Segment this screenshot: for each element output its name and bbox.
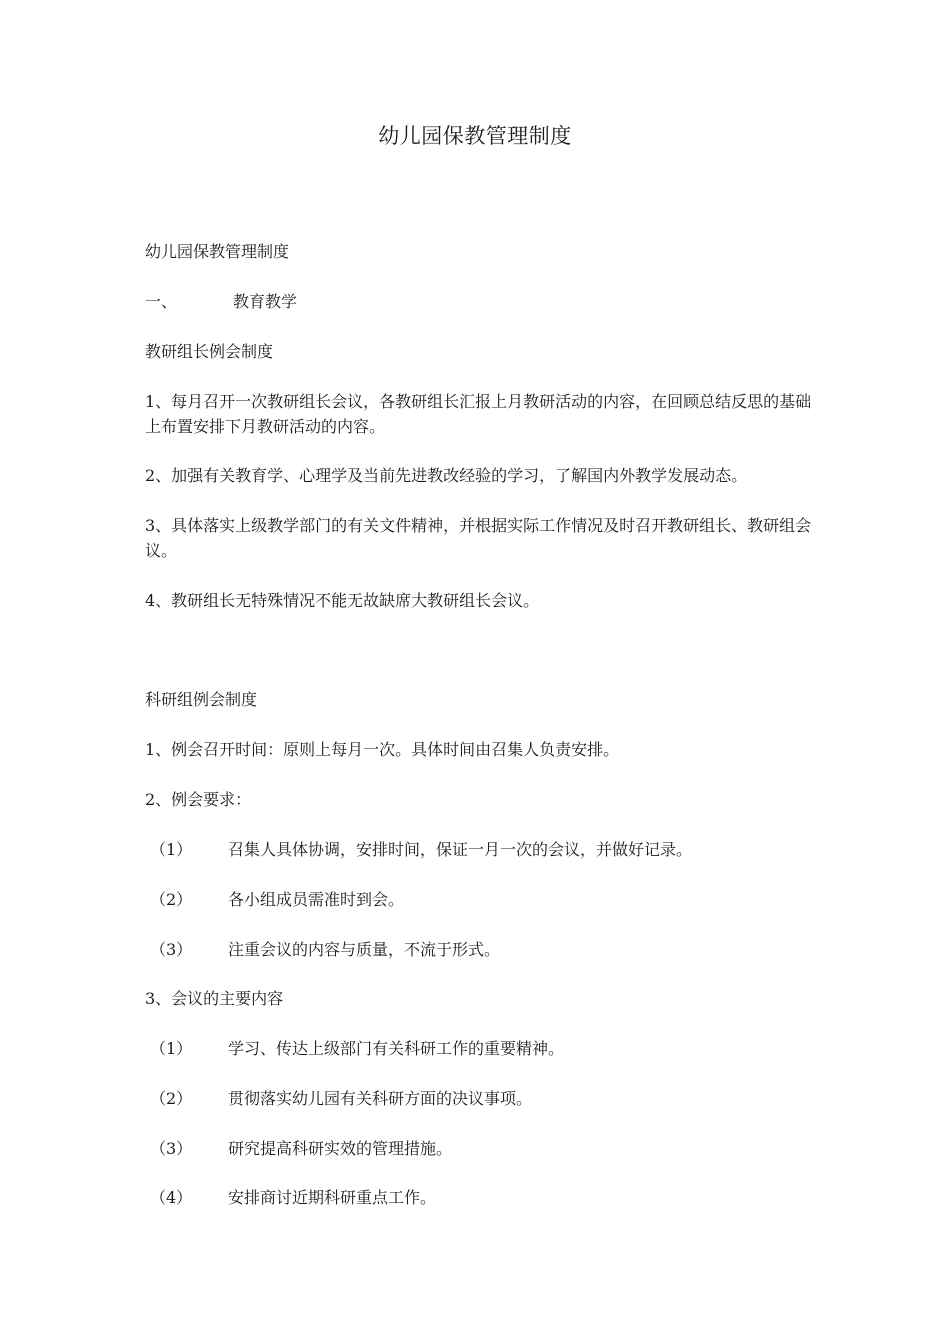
science-research-item-2-label: 2、例会要求： [145, 790, 252, 809]
list-item [145, 887, 815, 912]
list-item-text: 各小组成员需准时到会。 [228, 890, 405, 909]
list-item-text: 贯彻落实幼儿园有关科研方面的决议事项。 [228, 1089, 533, 1108]
teaching-research-item-4: 4、教研组长无特殊情况不能无故缺席大教研组长会议。 [145, 591, 540, 610]
teaching-research-item-3: 3、具体落实上级教学部门的有关文件精神，并根据实际工作情况及时召开教研组长、教研组会议。 [145, 516, 812, 560]
list-item [145, 937, 815, 962]
section-heading-education [145, 289, 815, 314]
list-item-number: （1） [150, 1039, 193, 1058]
list-item-number: （2） [150, 890, 193, 909]
list-item-number: （3） [150, 1139, 193, 1158]
list-item [145, 1086, 815, 1111]
list-item-number: （1） [150, 840, 193, 859]
science-research-heading: 科研组例会制度 [145, 690, 258, 709]
list-item-text: 学习、传达上级部门有关科研工作的重要精神。 [228, 1039, 565, 1058]
list-item [145, 837, 815, 862]
teaching-research-item-2: 2、加强有关教育学、心理学及当前先进教改经验的学习，了解国内外教学发展动态。 [145, 466, 748, 485]
list-item-text: 研究提高科研实效的管理措施。 [228, 1139, 453, 1158]
document-title: 幼儿园保教管理制度 [378, 124, 572, 148]
list-item-number: （2） [150, 1089, 193, 1108]
list-item-text: 注重会议的内容与质量，不流于形式。 [228, 940, 501, 959]
list-item-text: 召集人具体协调，安排时间，保证一月一次的会议，并做好记录。 [228, 840, 693, 859]
science-research-item-1: 1、例会召开时间：原则上每月一次。具体时间由召集人负责安排。 [145, 740, 620, 759]
list-item [145, 1185, 815, 1210]
section-number: 一、 [145, 292, 178, 311]
list-item-number: （4） [150, 1188, 193, 1207]
list-item [145, 1036, 815, 1061]
document-subtitle: 幼儿园保教管理制度 [145, 242, 290, 261]
list-item-number: （3） [150, 940, 193, 959]
list-item-text: 安排商讨近期科研重点工作。 [228, 1188, 437, 1207]
science-research-item-3-label: 3、会议的主要内容 [145, 989, 284, 1008]
teaching-research-heading: 教研组长例会制度 [145, 342, 274, 361]
teaching-research-item-1: 1、每月召开一次教研组长会议，各教研组长汇报上月教研活动的内容，在回顾总结反思的基础上布置安排下月教研活动的内容。 [145, 392, 812, 436]
section-heading-text: 教育教学 [233, 292, 298, 311]
list-item [145, 1136, 815, 1161]
